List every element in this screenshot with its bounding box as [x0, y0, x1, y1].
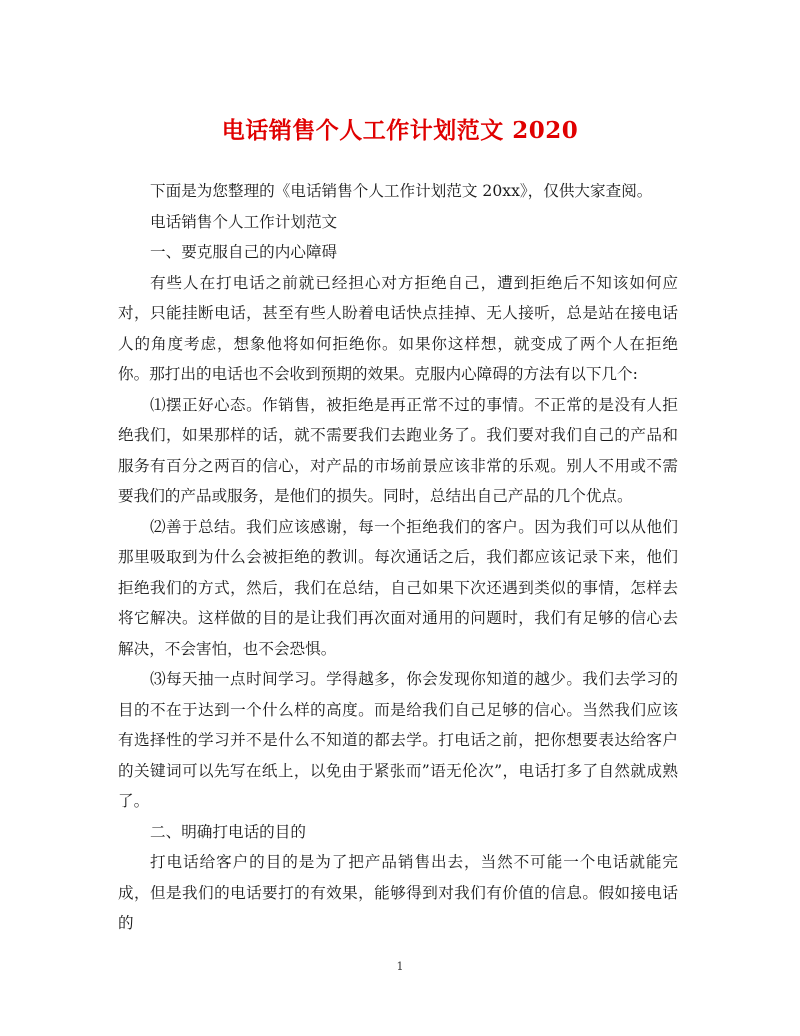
page-number: 1 — [396, 960, 404, 973]
body-paragraph: ⑴摆正好心态。作销售，被拒绝是再正常不过的事情。不正常的是没有人拒绝我们，如果那样的话，就不需要我们去跑业务了。我们要对我们自己的产品和服务有百分之两百的信心，对产品的市场前景应该非常的乐观。别人不用或不需要我们的产品或服务，是他们的损失。同时，总结出自己产品的几个优点。 — [118, 395, 678, 505]
document-title: 电话销售个人工作计划范文 2020 — [221, 117, 579, 144]
body-paragraph: ⑵善于总结。我们应该感谢，每一个拒绝我们的客户。因为我们可以从他们那里吸取到为什么会被拒绝的教训。每次通话之后，我们都应该记录下来，他们拒绝我们的方式，然后，我们在总结，自己如果下次还遇到类似的事情，怎样去将它解决。这样做的目的是让我们再次面对通用的问题时，我们有足够的信心去解决，不会害怕，也不会恐惧。 — [118, 517, 678, 658]
subtitle-paragraph: 电话销售个人工作计划范文 — [150, 212, 338, 231]
intro-paragraph: 下面是为您整理的《电话销售个人工作计划范文 20xx》，仅供大家查阅。 — [150, 182, 653, 200]
document-body — [118, 176, 678, 939]
body-paragraph: 有些人在打电话之前就已经担心对方拒绝自己，遭到拒绝后不知该如何应对，只能挂断电话，甚至有些人盼着电话快点挂掉、无人接听，总是站在接电话人的角度考虑，想象他将如何拒绝你。如果你这样想，就变成了两个人在拒绝你。那打出的电话也不会收到预期的效果。克服内心障碍的方法有以下几个: — [118, 273, 678, 383]
body-paragraph: ⑶每天抽一点时间学习。学得越多，你会发现你知道的越少。我们去学习的目的不在于达到一个什么样的高度。而是给我们自己足够的信心。当然我们应该有选择性的学习并不是什么不知道的都去学。打电话之前，把你想要表达给客户的关键词可以先写在纸上，以免由于紧张而”语无伦次”，电话打多了自然就成熟了。 — [118, 670, 678, 810]
body-paragraph: 打电话给客户的目的是为了把产品销售出去，当然不可能一个电话就能完成，但是我们的电话要打的有效果，能够得到对我们有价值的信息。假如接电话的 — [118, 853, 678, 932]
section-heading-1: 一、要克服自己的内心障碍 — [150, 243, 338, 261]
section-heading-2: 二、明确打电话的目的 — [150, 822, 306, 841]
